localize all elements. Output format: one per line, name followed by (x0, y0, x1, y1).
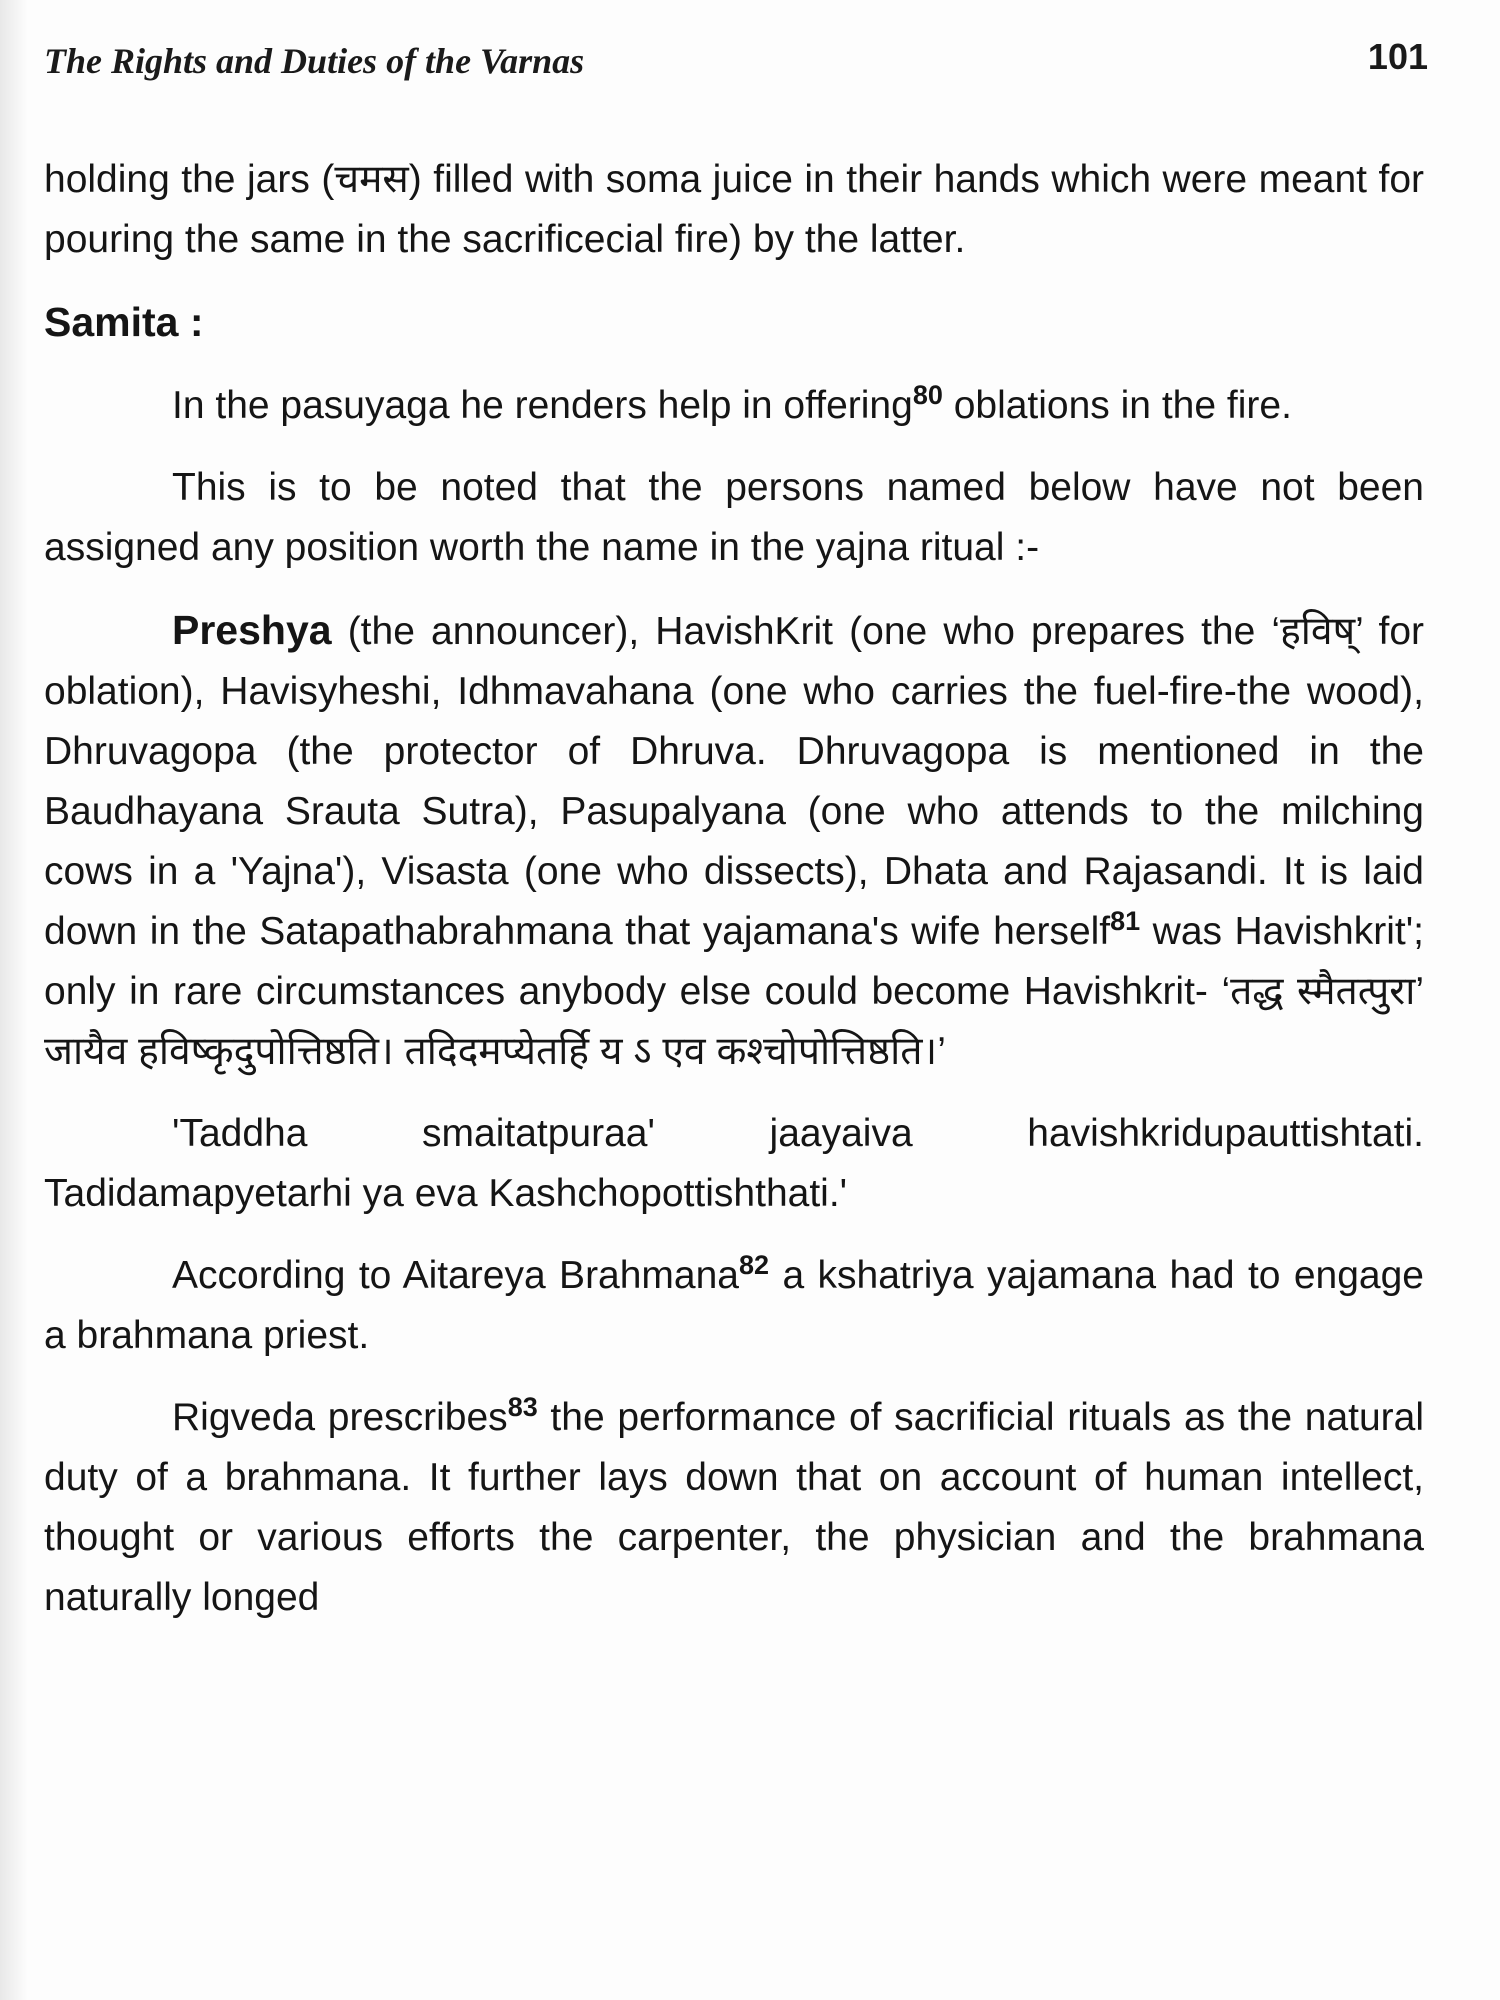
paragraph-text: In the pasuyaga he renders help in offering (172, 384, 913, 427)
term-preshya: Preshya (172, 607, 332, 653)
running-header-title: The Rights and Duties of the Varnas (44, 41, 585, 81)
page-gutter-shadow (0, 0, 28, 2000)
paragraph-continuation: holding the jars (चमस) filled with soma juice in their hands which were meant for pouring the same in the sacrificecial fire) by the latter. (44, 158, 1424, 261)
paragraph-samita (44, 376, 1424, 436)
footnote-ref-83: 83 (507, 1392, 538, 1422)
paragraph-text: According to Aitareya Brahmana (172, 1254, 739, 1297)
page-body (44, 150, 1424, 1650)
paragraph-text: a kshatriya yajamana had to engage a brahmana priest. (44, 1254, 1424, 1357)
paragraph-persons-note: This is to be noted that the persons named below have not been assigned any position worth the name in the yajna ritual :- (44, 466, 1424, 569)
paragraph-text: the performance of sacrificial rituals as the natural duty of a brahmana. It further lays down that on account of human intellect, thought or various efforts the carpenter, the physician and the brahmana naturally longed (44, 1396, 1425, 1619)
paragraph-transliteration: 'Taddha smaitatpuraa' jaayaiva havishkridupauttishtati. Tadidamapyetarhi ya eva Kashchopottishthati.' (44, 1112, 1424, 1215)
footnote-ref-81: 81 (1110, 906, 1141, 936)
page-number: 101 (1367, 36, 1428, 77)
paragraph-preshya (44, 600, 1424, 1082)
paragraph-aitareya (44, 1246, 1424, 1366)
paragraph-text: Rigveda prescribes (172, 1396, 508, 1439)
footnote-ref-82: 82 (739, 1250, 770, 1280)
paragraph-rigveda (44, 1388, 1424, 1628)
paragraph-text: (the announcer), HavishKrit (one who prepares the ‘हविष्’ for oblation), Havisyheshi, Idhmavahana (one who carries the fuel-fire-the wood), Dhruvagopa (the protector of Dhruva. Dhruvagopa is mentioned in the Baudhayana Srauta Sutra), Pasupalyana (one who attends to the milching cows in a 'Yajna'), Visasta (one who dissects), Dhata and Rajasandi. It is laid down in the Satapathabrahmana that yajamana's wife herself (44, 610, 1424, 953)
paragraph-text: oblations in the fire. (942, 384, 1292, 427)
footnote-ref-80: 80 (912, 380, 943, 410)
section-heading-samita: Samita : (44, 299, 204, 345)
paragraph-text: was Havishkrit'; only in rare circumstances anybody else could become Havishkrit- ‘तद्ध स्मैतत्पुरा’ जायैव हविष्कृदुपोत्तिष्ठति। तदिदमप्येतर्हि य ऽ एव कश्चोपोत्तिष्ठति।’ (44, 910, 1424, 1073)
